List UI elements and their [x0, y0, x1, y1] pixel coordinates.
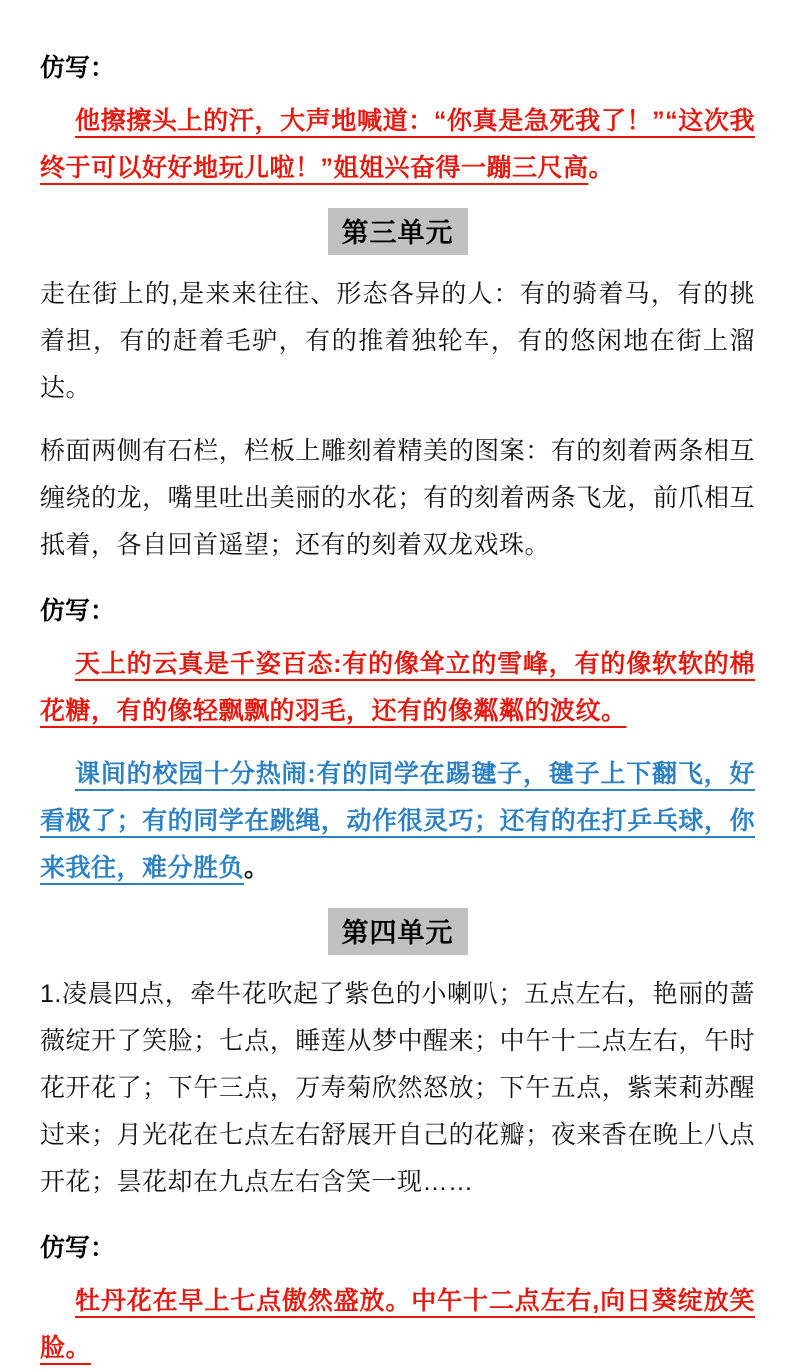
imitation-sentence-intro-tail: 。: [588, 154, 615, 182]
imitation-sentence-campus-tail: 。: [244, 854, 270, 882]
imitation-sentence-intro-text: 他擦擦头上的汗，大声地喊道：“你真是急死我了！”“这次我终于可以好好地玩儿啦！”姐姐兴奋得一蹦三尺高: [40, 107, 755, 182]
unit4-paragraph-flowers: 1.凌晨四点，牵牛花吹起了紫色的小喇叭；五点左右，艳丽的蔷薇绽开了笑脸；七点，睡莲从梦中醒来；中午十二点左右，午时花开花了；下午三点，万寿菊欣然怒放；下午五点，紫茉莉苏醒过来；月光花在七点左右舒展开自己的花瓣；夜来香在晚上八点开花；昙花却在九点左右含笑一现……: [40, 980, 755, 1196]
imitation-label-3: 仿写：: [40, 1234, 116, 1262]
imitation-sentence-campus: [40, 751, 755, 892]
imitation-label-2: 仿写：: [40, 597, 116, 625]
unit3-paragraph-bridge: 桥面两侧有石栏，栏板上雕刻着精美的图案：有的刻着两条相互缠绕的龙，嘴里吐出美丽的水花；有的刻着两条飞龙，前爪相互抵着，各自回首遥望；还有的刻着双龙戏珠。: [40, 437, 755, 559]
unit3-paragraph-street: 走在街上的,是来来往往、形态各异的人：有的骑着马，有的挑着担，有的赶着毛驴，有的推着独轮车，有的悠闲地在街上溜达。: [40, 280, 755, 402]
imitation-sentence-peony-text: 牡丹花在早上七点傲然盛放。中午十二点左右,向日葵绽放笑脸。: [40, 1287, 755, 1362]
section-header-unit4: [40, 908, 755, 955]
imitation-sentence-clouds: [40, 641, 755, 735]
imitation-sentence-intro: [40, 98, 755, 192]
section-title-unit4: 第四单元: [328, 908, 468, 955]
imitation-sentence-clouds-text: 天上的云真是千姿百态:有的像耸立的雪峰，有的像软软的棉花糖，有的像轻飘飘的羽毛，还有的像粼粼的波纹。: [40, 650, 755, 725]
imitation-sentence-peony: [40, 1278, 755, 1372]
section-title-unit3: 第三单元: [328, 208, 468, 255]
section-header-unit3: [40, 208, 755, 255]
imitation-label-1: 仿写：: [40, 54, 116, 82]
imitation-sentence-campus-text: 课间的校园十分热闹:有的同学在踢毽子，毽子上下翻飞，好看极了；有的同学在跳绳，动作很灵巧；还有的在打乒乓球，你来我往，难分胜负: [40, 760, 755, 882]
